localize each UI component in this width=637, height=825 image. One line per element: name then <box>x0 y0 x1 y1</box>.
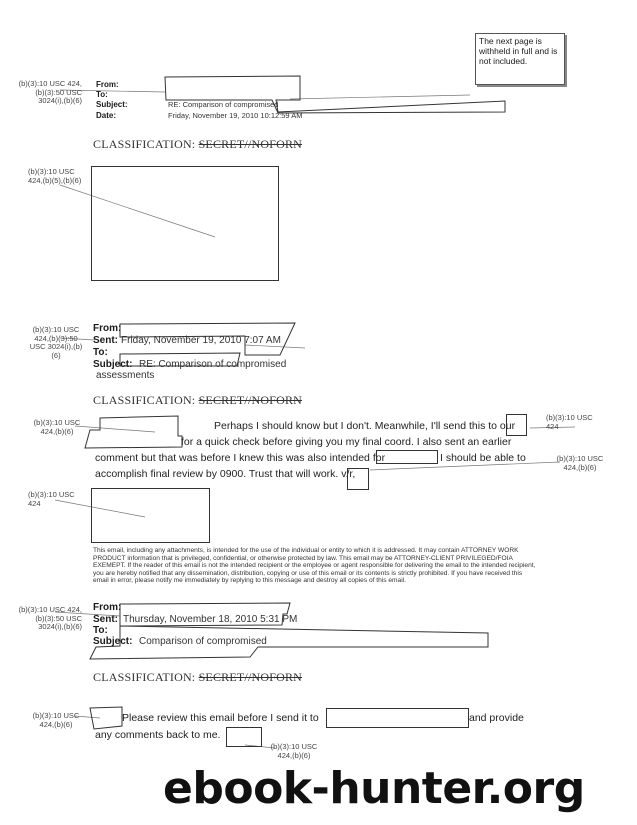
exemption-label: (b)(3):10 USC 424,(b)(3):50 USC 3024(i),(b)(6) <box>29 325 83 360</box>
classification-line <box>93 393 302 408</box>
sent-label: Sent: <box>93 614 118 625</box>
subject-value: RE: Comparison of compromised <box>139 359 287 370</box>
note-text: The next page is withheld in full and is not included. <box>479 36 558 66</box>
watermark-logo-text: ebook-hunter.org <box>163 763 585 814</box>
classification-line <box>93 670 302 685</box>
exemption-label: (b)(3):10 USC 424 <box>546 413 593 431</box>
redaction-box <box>376 450 438 464</box>
subject-label: Subject: <box>93 359 133 370</box>
body-line: Please review this email before I send it to <box>122 712 319 724</box>
body-line: for a quick check before giving you my final coord. I also sent an earlier <box>181 436 512 448</box>
exemption-label: (b)(3):10 USC 424, (b)(3):50 USC 3024(i),(b)(6) <box>18 605 82 631</box>
exemption-label: (b)(3):10 USC 424,(b)(6) <box>33 418 81 436</box>
redaction-box <box>91 488 210 543</box>
exemption-label: (b)(3):10 USC 424,(b)(5),(b)(6) <box>28 167 82 185</box>
classification-value: SECRET//NOFORN <box>198 670 303 684</box>
exemption-label: (b)(3):10 USC 424,(b)(6) <box>32 711 80 729</box>
from-label: From: <box>93 602 122 613</box>
redaction-box <box>226 727 262 747</box>
redaction-box <box>506 414 527 436</box>
exemption-label: (b)(3):10 USC 424, (b)(3):50 USC 3024(i),(b)(6) <box>18 79 82 105</box>
subject-value: Comparison of compromised <box>139 636 267 647</box>
sent-label: Sent: <box>93 335 118 346</box>
classification-value: SECRET//NOFORN <box>198 137 303 151</box>
body-line: Perhaps I should know but I don't. Meanwhile, I'll send this to our <box>214 420 516 432</box>
subject-label: Subject: <box>93 636 133 647</box>
redaction-box <box>347 468 369 490</box>
date-label: Date: <box>96 111 117 120</box>
withheld-page-note <box>475 33 565 85</box>
subject-label: Subject: <box>96 100 128 109</box>
body-line: comment but that was before I knew this was also intended for <box>95 452 386 464</box>
redaction-box <box>91 166 279 281</box>
classification-label: CLASSIFICATION: <box>93 393 196 407</box>
classification-label: CLASSIFICATION: <box>93 137 196 151</box>
exemption-label: (b)(3):10 USC 424 <box>28 490 75 508</box>
body-line: accomplish final review by 0900. Trust that will work. v/r, <box>95 468 356 480</box>
body-line: I should be able to <box>440 452 526 464</box>
to-label: To: <box>93 347 108 358</box>
from-label: From: <box>93 323 122 334</box>
exemption-label: (b)(3):10 USC 424,(b)(6) <box>556 454 604 472</box>
redaction-box <box>326 708 469 728</box>
classification-label: CLASSIFICATION: <box>93 670 196 684</box>
subject-value: RE: Comparison of compromised <box>168 100 279 109</box>
exemption-label: (b)(3):10 USC 424,(b)(6) <box>270 742 318 760</box>
from-label: From: <box>96 80 119 89</box>
disclaimer-text: This email, including any attachments, is intended for the use of the individual or entity to which it is addressed. It may contain ATTORNEY WORK PRODUCT information that is privileged, confidential, or otherwise protected by law. This email may be ATTORNEY-CLIENT PRIVILEGED/FOIA EXEMEPT. If the reader of this email is not the intended recipient or the employee or agent responsible for delivering the email to the intended recipient, you are hereby notified that any dissemination, distribution, copying or use of this email or its contents is strictly prohibited. If you have received this email in error, please notify me immediately by replying to this message and destroy all copies of this email. <box>93 547 536 585</box>
to-label: To: <box>96 90 108 99</box>
to-label: To: <box>93 625 108 636</box>
classification-value: SECRET//NOFORN <box>198 393 303 407</box>
sent-value: Thursday, November 18, 2010 5:31 PM <box>123 614 298 625</box>
body-line: any comments back to me. <box>95 729 221 741</box>
date-value: Friday, November 19, 2010 10:12:59 AM <box>168 111 303 120</box>
classification-line <box>93 137 302 152</box>
subject-continued: assessments <box>96 370 155 381</box>
body-line: and provide <box>469 712 524 724</box>
sent-value: Friday, November 19, 2010 7:07 AM <box>121 335 281 346</box>
